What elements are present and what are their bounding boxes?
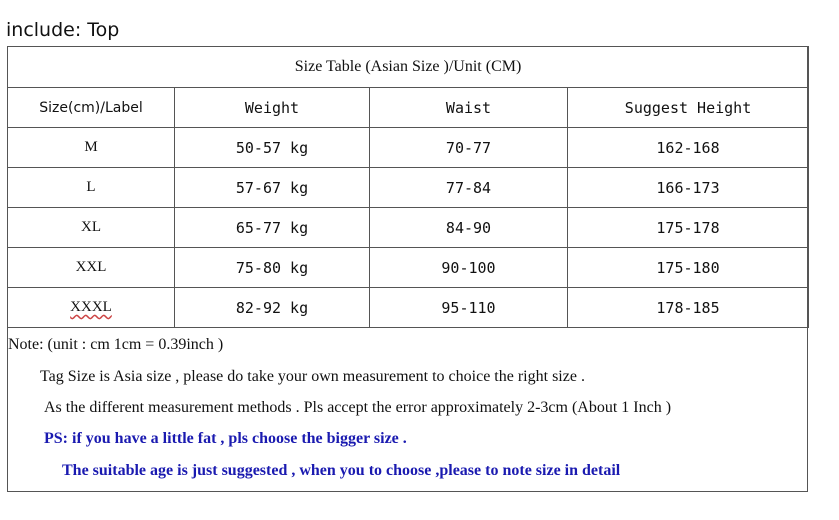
cell-size: XXL xyxy=(8,248,175,288)
table-row xyxy=(8,128,809,168)
note-age-suggestion: The suitable age is just suggested , when you to choose ,please to note size in detail xyxy=(62,462,621,479)
cell-size: XL xyxy=(8,208,175,248)
cell-waist: 90-100 xyxy=(370,248,568,288)
cell-size-text: XXXL xyxy=(70,299,112,315)
cell-height: 178-185 xyxy=(568,288,809,328)
cell-weight: 57-67 kg xyxy=(175,168,370,208)
note-unit: Note: (unit : cm 1cm = 0.39inch ) xyxy=(8,336,224,353)
cell-size: M xyxy=(8,128,175,168)
cell-waist: 95-110 xyxy=(370,288,568,328)
table-row xyxy=(8,288,809,328)
table-row xyxy=(8,208,809,248)
cell-weight: 50-57 kg xyxy=(175,128,370,168)
column-header-height: Suggest Height xyxy=(568,88,809,128)
cell-weight: 82-92 kg xyxy=(175,288,370,328)
note-tag-size: Tag Size is Asia size , please do take your own measurement to choice the right size . xyxy=(40,368,585,385)
note-measurement-error: As the different measurement methods . Pls accept the error approximately 2-3cm (About 1 Inch ) xyxy=(44,399,672,416)
cell-size xyxy=(8,288,175,328)
cell-size: L xyxy=(8,168,175,208)
table-title: Size Table (Asian Size )/Unit (CM) xyxy=(8,47,809,88)
cell-waist: 84-90 xyxy=(370,208,568,248)
column-header-size: Size(cm)/Label xyxy=(8,88,175,128)
cell-height: 162-168 xyxy=(568,128,809,168)
column-header-waist: Waist xyxy=(370,88,568,128)
cell-weight: 75-80 kg xyxy=(175,248,370,288)
cell-height: 175-180 xyxy=(568,248,809,288)
cell-height: 166-173 xyxy=(568,168,809,208)
cell-waist: 70-77 xyxy=(370,128,568,168)
cell-weight: 65-77 kg xyxy=(175,208,370,248)
table-row xyxy=(8,248,809,288)
size-table xyxy=(7,46,809,328)
table-row xyxy=(8,168,809,208)
cell-waist: 77-84 xyxy=(370,168,568,208)
page-header: include: Top xyxy=(6,19,120,41)
column-header-weight: Weight xyxy=(175,88,370,128)
note-ps-bigger-size: PS: if you have a little fat , pls choose the bigger size . xyxy=(44,430,407,447)
cell-height: 175-178 xyxy=(568,208,809,248)
